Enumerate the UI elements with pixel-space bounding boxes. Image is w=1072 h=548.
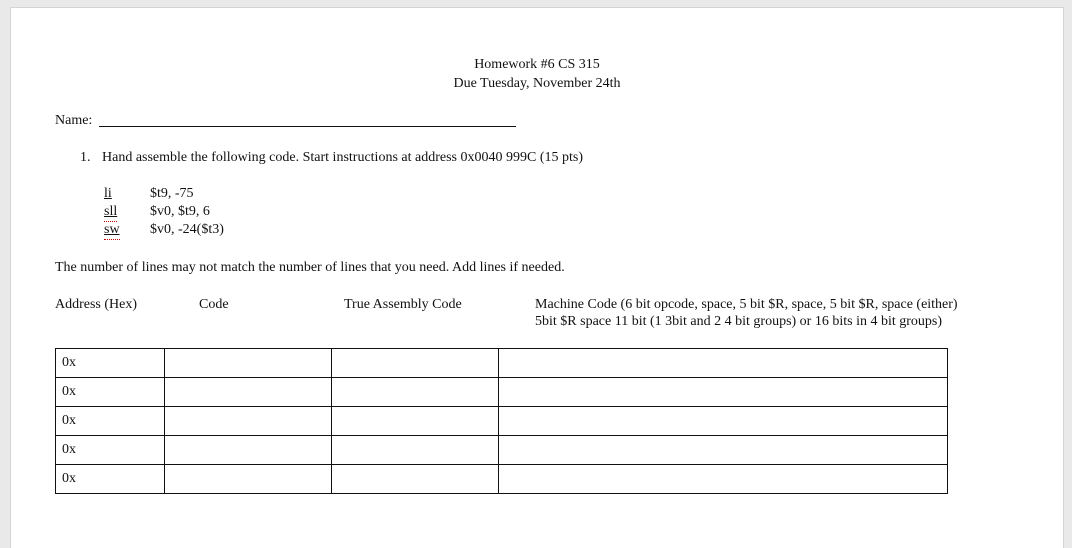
true-assembly-cell[interactable] xyxy=(332,407,499,436)
column-header-true-assembly: True Assembly Code xyxy=(344,297,462,312)
machine-code-cell[interactable] xyxy=(499,349,948,378)
address-cell[interactable]: 0x xyxy=(56,465,165,494)
instruction-note: The number of lines may not match the number of lines that you need. Add lines if needed. xyxy=(55,260,565,275)
code-cell[interactable] xyxy=(165,407,332,436)
machine-code-cell[interactable] xyxy=(499,436,948,465)
true-assembly-cell[interactable] xyxy=(332,465,499,494)
answer-table xyxy=(55,348,948,494)
due-date: Due Tuesday, November 24th xyxy=(453,76,621,91)
column-header-code: Code xyxy=(199,297,229,312)
code-args-2: $v0, $t9, 6 xyxy=(150,204,210,219)
address-cell[interactable]: 0x xyxy=(56,407,165,436)
address-cell[interactable]: 0x xyxy=(56,436,165,465)
table-row xyxy=(56,436,948,465)
code-op-2: sll xyxy=(104,203,117,222)
document-page xyxy=(10,7,1064,548)
code-cell[interactable] xyxy=(165,436,332,465)
code-args-1: $t9, -75 xyxy=(150,186,194,201)
table-row xyxy=(56,349,948,378)
column-header-machine-code: Machine Code (6 bit opcode, space, 5 bit $R, space, 5 bit $R, space (either) 5bit $R space 11 bit (1 3bit and 2 4 bit groups) or 16 bits in 4 bit groups) xyxy=(535,297,958,329)
true-assembly-cell[interactable] xyxy=(332,436,499,465)
true-assembly-cell[interactable] xyxy=(332,378,499,407)
table-row xyxy=(56,378,948,407)
name-label: Name: xyxy=(55,113,93,128)
table-row xyxy=(56,465,948,494)
machine-code-cell[interactable] xyxy=(499,465,948,494)
true-assembly-cell[interactable] xyxy=(332,349,499,378)
table-row xyxy=(56,407,948,436)
code-op-3: sw xyxy=(104,221,120,240)
column-header-address: Address (Hex) xyxy=(55,297,138,312)
code-cell[interactable] xyxy=(165,465,332,494)
name-underline xyxy=(99,126,516,127)
machine-code-cell[interactable] xyxy=(499,407,948,436)
code-cell[interactable] xyxy=(165,378,332,407)
machine-code-cell[interactable] xyxy=(499,378,948,407)
address-cell[interactable]: 0x xyxy=(56,349,165,378)
code-cell[interactable] xyxy=(165,349,332,378)
question-text: Hand assemble the following code. Start instructions at address 0x0040 999C (15 pts) xyxy=(102,150,583,165)
code-args-3: $v0, -24($t3) xyxy=(150,222,224,237)
address-cell[interactable]: 0x xyxy=(56,378,165,407)
question-number: 1. xyxy=(80,150,91,165)
code-op-1: li xyxy=(104,186,112,201)
document-title: Homework #6 CS 315 xyxy=(474,57,600,72)
